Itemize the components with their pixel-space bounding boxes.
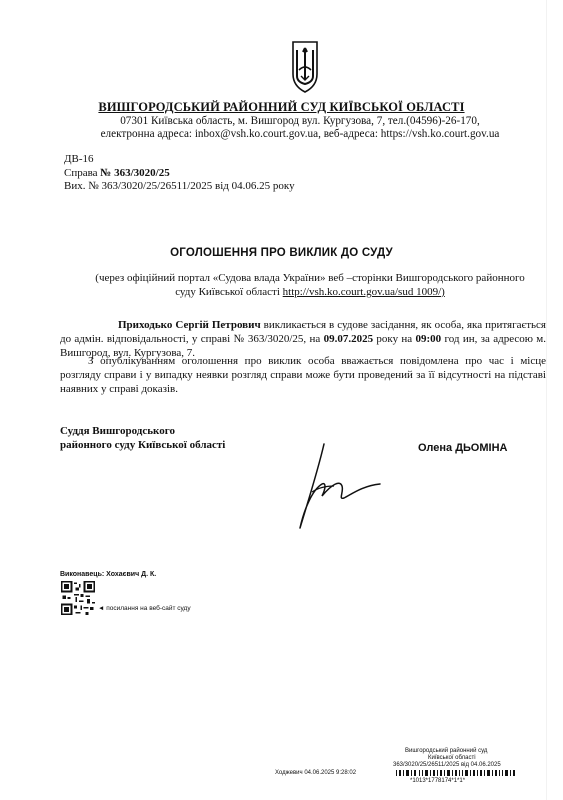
qr-note-text: посилання на веб-сайт суду (106, 605, 191, 612)
via-line-2 (80, 285, 540, 299)
stamp-region: Київської області (428, 755, 476, 761)
case-line (64, 167, 295, 181)
case-number: № 363/3020/25 (100, 166, 170, 179)
coat-of-arms-icon (290, 40, 320, 94)
form-code: ДВ-16 (64, 153, 94, 165)
barcode (396, 770, 516, 776)
summoned-person-name: Приходько Сергій Петрович (118, 319, 261, 331)
via-line-1: (через офіційний портал «Судова влада України» веб –сторінки Вишгородського районного (95, 272, 525, 284)
judge-title (60, 424, 225, 452)
address-line-2: електронна адреса: inbox@vsh.ko.court.gov.ua, веб-адреса: https://vsh.ko.court.gov.ua (100, 128, 500, 140)
arrow-icon: ◄ (98, 605, 107, 612)
hearing-date: 09.07.2025 (323, 333, 374, 345)
document-references (64, 153, 295, 194)
stamp-registrar: Ходжевич 04.06.2025 9:28:02 (275, 770, 357, 776)
court-website-link[interactable]: http://vsh.ko.court.gov.ua/sud 1009/) (282, 286, 445, 298)
judge-name: Олена ДЬОМІНА (418, 442, 508, 454)
summons-text-b: року на (373, 333, 416, 345)
summons-text-a: викликається в судове засідання, як особа, яка притягається до адмін. відповідальності, у справі № 363/3020/25, на (60, 319, 546, 345)
via-line-2-text: суду Київської області (175, 286, 283, 298)
summons-text-c: год ин, за адресою м. Вишгород, вул. Кургузова, 7. (60, 333, 546, 359)
notice-title: ОГОЛОШЕННЯ ПРО ВИКЛИК ДО СУДУ (170, 247, 393, 259)
qr-note (98, 605, 191, 612)
barcode-text: *1013*1778174*1*1* (410, 778, 466, 784)
case-label: Справа (64, 166, 98, 179)
address-line-1: 07301 Київська область, м. Вишгород вул. Кургузова, 7, тел.(04596)-26-170, (120, 115, 480, 127)
publication-source (80, 271, 540, 299)
handwritten-signature (282, 440, 382, 535)
judge-title-line-2: районного суду Київської області (60, 439, 226, 451)
stamp-court: Вишгородський районний суд (405, 748, 488, 754)
qr-code-icon[interactable] (61, 581, 95, 615)
court-name: ВИШГОРОДСЬКИЙ РАЙОННИЙ СУД КИЇВСЬКОЇ ОБЛАСТІ (98, 100, 465, 114)
hearing-time: 09:00 (415, 333, 442, 345)
executor-label: Виконавець: Хохаєвич Д. К. (60, 571, 157, 578)
consequence-paragraph: З опублікуванням оголошення про виклик особа вважається повідомлена про час і місце розгляду справи і у випадку неявки розгляд справи може бути проведений за її відсутності на підставі наявних у справі доказів. (60, 355, 546, 395)
judge-title-line-1: Суддя Вишгородського (60, 425, 175, 437)
court-address (60, 115, 540, 141)
stamp-case-ref: 363/3020/25/26511/2025 від 04.06.2025 (393, 762, 501, 768)
outgoing-number: Вих. № 363/3020/25/26511/2025 від 04.06.25 року (64, 180, 295, 192)
page-edge-line (546, 0, 547, 800)
